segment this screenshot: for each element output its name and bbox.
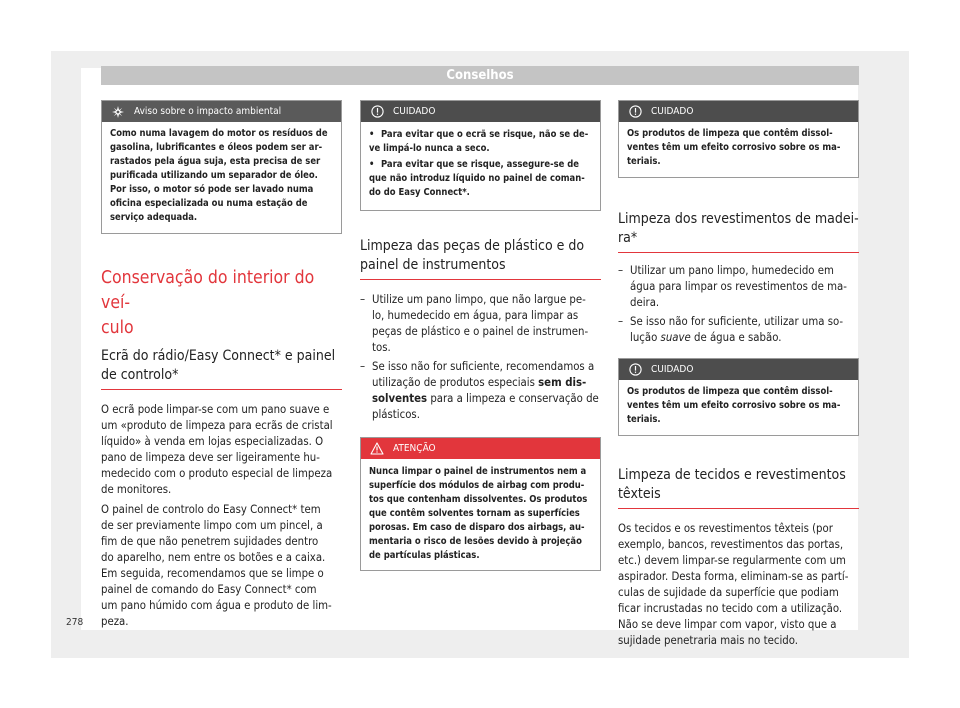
bullet-icon: • [369,129,375,140]
caution-box [360,100,601,211]
text-line: Utilizar um pano limpo, humedecido em [630,264,834,277]
text-line: que não introduz líquido no painel de coman- [369,173,585,184]
environment-notice-title: Aviso sobre o impacto ambiental [134,106,282,117]
dash-marker: – [618,264,624,277]
column-3 [618,100,859,649]
section-title-interior [101,266,342,341]
title-line: painel de instrumentos [360,257,506,273]
text-line [372,391,599,407]
text-line: rastados pela água suja, esta precisa de ser [110,156,321,167]
text-line: culas de sujidade da superfície que podiam [618,586,839,599]
column-1 [101,100,342,630]
caution-body [619,380,858,435]
text-line: exemplo, bancos, revestimentos das portas, [618,538,844,551]
title-line: Limpeza de tecidos e revestimentos [618,467,846,483]
section-title-wood [618,210,859,253]
text-line: água para limpar os revestimentos de ma- [630,280,847,293]
text-line: Utilize um pano limpo, que não largue pe- [372,293,586,306]
text-line: teriais. [627,414,661,425]
text-line: ventes têm um efeito corrosivo sobre os ma- [627,400,841,411]
info-circle-icon [627,104,643,120]
caution-title: CUIDADO [651,106,694,117]
caution-box [618,100,859,178]
info-circle-icon [627,362,643,378]
title-line: Limpeza das peças de plástico e do [360,238,585,254]
text-line: de partículas plásticas. [369,550,480,561]
text-line: lo, humedecido em água, para limpar as [372,309,579,322]
caution-title: CUIDADO [393,106,436,117]
text-line: um «produto de limpeza para ecrãs de cristal [101,419,333,432]
text-line: plásticos. [372,408,420,421]
warning-body [361,459,600,570]
title-line: Limpeza dos revestimentos de madei- [618,211,859,227]
list-item [618,263,859,311]
paragraph [101,402,342,498]
title-line: culo [101,318,134,338]
text-line: deira. [630,296,660,309]
text-line: etc.) devem limpar-se regularmente com um [618,554,846,567]
section-heading [618,210,859,248]
text-line: porosas. Em caso de disparo dos airbags, au- [369,522,585,533]
text-line: líquido» à venda em lojas especializadas. O [101,435,324,448]
text-line: Para evitar que se risque, assegure-se de [381,159,580,170]
text-line: fim de que não penetrem sujidades dentro [101,535,319,548]
section-title-plastic [360,237,601,280]
list-item [360,292,601,356]
text-line: ficar incrustadas no tecido com a utilização. [618,602,843,615]
text-span: utilização de produtos especiais [372,376,535,389]
title-line: Conservação do interior do veí- [101,268,315,313]
text-line: ve limpá-lo nunca a seco. [369,143,490,154]
bold-text: solventes [372,392,428,405]
list-item [360,359,601,423]
text-line: Não se deve limpar com vapor, visto que a [618,618,837,631]
section-heading [360,237,601,275]
text-line: tos que contenham dissolventes. Os produtos [369,494,588,505]
environment-notice-box [101,100,342,234]
page-header: Conselhos [101,66,859,85]
text-span: para a limpeza e conservação de [430,392,599,405]
text-line: tos. [372,341,391,354]
text-line: purificada utilizando um separador de óleo. [110,170,318,181]
text-line: gasolina, lubrificantes e óleos podem ser ar- [110,142,323,153]
italic-text: suave [660,331,691,344]
caution-title: CUIDADO [651,364,694,375]
text-line: que contêm solventes tornam as superfícies [369,508,580,519]
title-line: ra* [618,230,638,246]
text-line: Os tecidos e os revestimentos têxteis (por [618,522,833,535]
paragraph [101,502,342,630]
title-line: Ecrã do rádio/Easy Connect* e painel [101,348,336,364]
text-line: um pano húmido com água e produto de lim- [101,599,332,612]
section-heading [618,466,859,504]
dash-list [360,292,601,423]
dash-list [618,263,859,346]
text-line: peza. [101,615,129,628]
dash-marker: – [360,293,366,306]
text-line: Se isso não for suficiente, utilizar uma so- [630,315,844,328]
warning-triangle-icon [369,441,385,457]
text-line: do aparelho, nem entre os botões e a caixa. [101,551,326,564]
environment-icon [110,104,126,120]
warning-title: ATENÇÃO [393,443,436,454]
caution-header [619,359,858,380]
subsection-title-screen [101,347,342,390]
text-line: Por isso, o motor só pode ser lavado numa [110,184,314,195]
text-line: Em seguida, recomendamos que se limpe o [101,567,324,580]
caution-body [619,122,858,177]
text-line: superfície dos módulos de airbag com produ- [369,480,585,491]
dash-marker: – [618,315,624,328]
text-line: de monitores. [101,483,172,496]
environment-notice-header [102,101,341,122]
bullet-item [369,128,592,156]
text-line: aspirador. Desta forma, eliminam-se as partí- [618,570,849,583]
bullet-icon: • [369,159,375,170]
text-line: O ecrã pode limpar-se com um pano suave e [101,403,330,416]
paragraph [618,521,859,649]
info-circle-icon [369,104,385,120]
text-line: mentaria o risco de lesões devido à projeção [369,536,582,547]
text-line: serviço adequada. [110,212,198,223]
text-line: Para evitar que o ecrã se risque, não se de- [381,129,589,140]
caution-body [361,122,600,210]
text-span: lução [630,331,658,344]
caution-header [619,101,858,122]
warning-header [361,438,600,459]
text-line: oficina especializada ou numa estação de [110,198,308,209]
text-line: peças de plástico e o painel de instrumen- [372,325,589,338]
title-line: de controlo* [101,367,179,383]
bullet-item [369,158,592,200]
warning-box [360,437,601,571]
text-line: de ser previamente limpo com um pincel, a [101,519,323,532]
text-line: medecido com o produto especial de limpeza [101,467,333,480]
text-line: do do Easy Connect*. [369,187,470,198]
text-line: Os produtos de limpeza que contêm dissol- [627,128,833,139]
text-line: O painel de controlo do Easy Connect* tem [101,503,321,516]
column-2 [360,100,601,571]
caution-box [618,358,859,436]
text-line: painel de comando do Easy Connect* com [101,583,317,596]
title-line: têxteis [618,486,661,502]
page-number: 278 [66,617,84,628]
text-line: Se isso não for suficiente, recomendamos a [372,360,595,373]
list-item [618,314,859,346]
text-span: de água e sabão. [694,331,782,344]
text-line: Como numa lavagem do motor os resíduos de [110,128,328,139]
text-line: Os produtos de limpeza que contêm dissol- [627,386,833,397]
text-line [372,375,599,391]
text-line: sujidade penetraria mais no tecido. [618,634,798,647]
environment-notice-body [102,122,341,233]
caution-header [361,101,600,122]
bold-text: sem dis- [538,376,587,389]
text-line [630,330,843,346]
subsection-heading [101,347,342,385]
text-line: teriais. [627,156,661,167]
text-line: Nunca limpar o painel de instrumentos nem a [369,466,587,477]
text-line: pano de limpeza deve ser ligeiramente hu- [101,451,320,464]
section-title-textiles [618,466,859,509]
dash-marker: – [360,360,366,373]
text-line: ventes têm um efeito corrosivo sobre os ma- [627,142,841,153]
